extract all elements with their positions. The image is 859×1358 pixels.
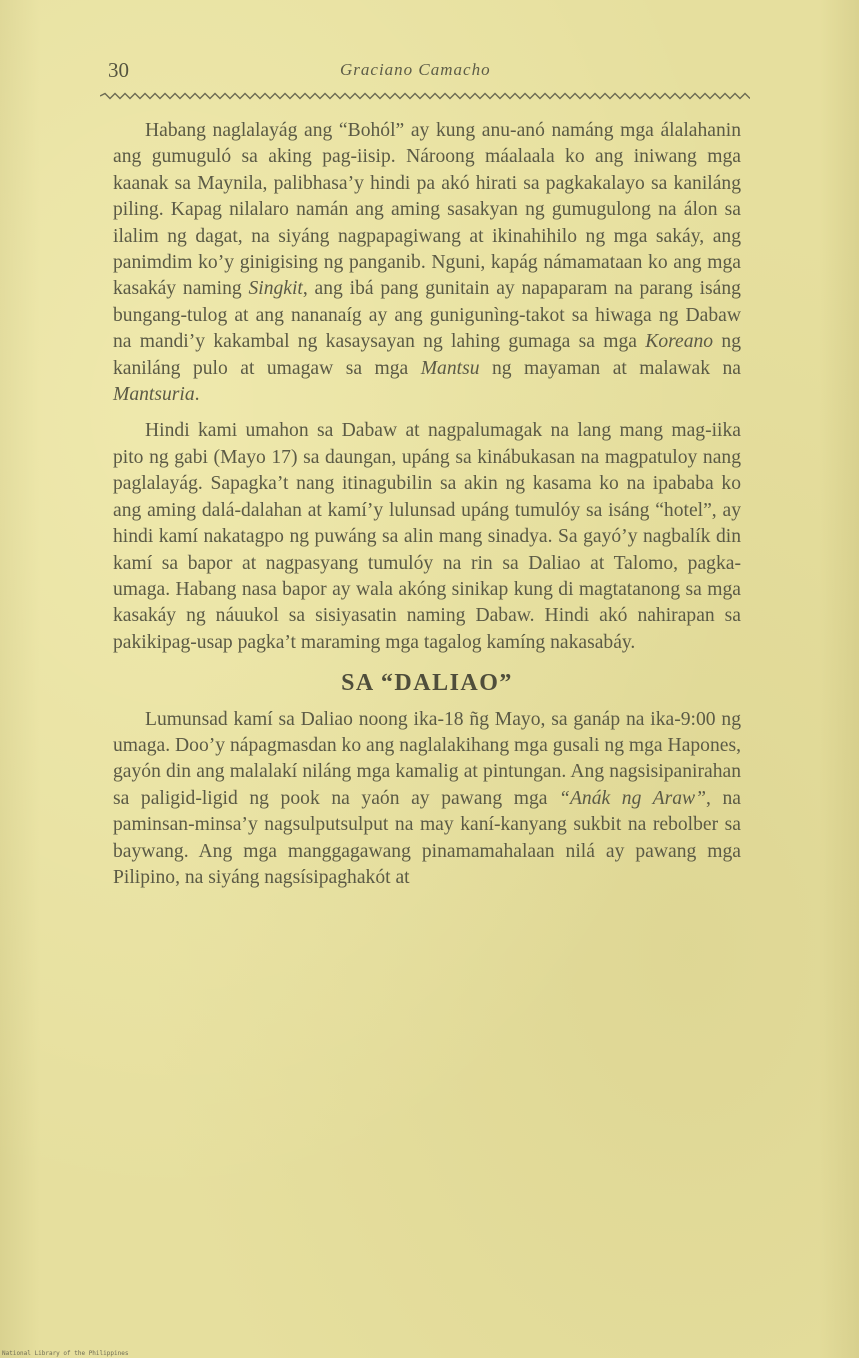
text-run: , na paminsan-minsa’y nagsulputsulput na may kaní-kanyang sukbit na rebolber sa baywang. Ang mga manggagawang pinamamahalaan nilá ay pawang mga Pilipino, na siyáng nagsísipaghakót at xyxy=(113,787,741,888)
italic-term: Koreano xyxy=(645,331,714,353)
page-number: 30 xyxy=(108,58,129,82)
text-run: , ang ibá pang gunitain ay napaparam na parang isáng bungang-tulog at ang nananaíg ay ang gunigunìng-takot sa hiwaga ng Dabaw na mandi’y kakambal ng kasaysayan ng lahing gumaga sa mga xyxy=(113,278,741,353)
text-run: Habang naglalayág ang “Bohól” ay kung anu-anó namáng mga álalahanin ang gumuguló sa aking pag-iisip. Nároong máalaala ko ang iniwang mga kaanak sa Maynila, palibhasa’y hindi pa akó hirati sa pagkakalayo sa kaniláng piling. Kapag nilalaro namán ang aming sasakyan ng gumugulong na álon sa ilalim ng dagat, na siyáng nagpapagiwang at ikinahihilo ng mga sakáy, ang panimdim ko’y ginigising ng panganib. Nguni, kapág námamataan ko ang mga kasakáy naming xyxy=(113,120,741,300)
italic-term: Mantsu xyxy=(420,357,480,379)
decorative-wavy-rule xyxy=(100,92,750,100)
library-credit: National Library of the Philippines xyxy=(2,1350,129,1357)
text-run: ng kaniláng pulo at umagaw sa mga xyxy=(113,331,741,379)
italic-term: Mantsuria xyxy=(113,384,195,406)
page-body xyxy=(113,118,741,891)
text-run: . xyxy=(194,384,200,406)
section-paragraph xyxy=(113,707,741,892)
text-run: Lumunsad kamí sa Daliao noong ika-18 ñg Mayo, sa ganáp na ika-9:00 ng umaga. Doo’y nápagmasdan ko ang naglalakihang mga gusali ng mga Hapones, gayón din ang malalakí niláng mga kamalig at pintungan. Ang nagsisipanirahan sa paligid-ligid ng pook na yaón ay pawang mga xyxy=(113,708,741,809)
section-heading: SA “DALIAO” xyxy=(341,670,513,697)
italic-term: Singkit xyxy=(248,278,303,300)
italic-term: “Anák ng Araw” xyxy=(559,787,706,809)
running-head-author: Graciano Camacho xyxy=(340,60,491,79)
text-run: ng mayaman at malawak na xyxy=(479,357,741,379)
paragraph-1 xyxy=(113,118,741,408)
paragraph-2 xyxy=(113,418,741,656)
running-head xyxy=(108,58,748,88)
text-run: Hindi kami umahon sa Dabaw at nagpalumagak na lang mang mag-iika pito ng gabi (Mayo 17) sa daungan, upáng sa kinábukasan na magpatuloy nang paglalayág. Sapagka’t nang itinagubilin sa akin ng kasama ko na ipababa ko ang aming dalá-dalahan at kamí’y lulunsad upáng tumulóy sa isáng “hotel”, ay hindi kamí nakatagpo ng puwáng sa alin mang sinadya. Sa gayó’y nagbalík din kamí sa bapor at nagpasyang tumulóy na rin sa Daliao at Talomo, pagka-umaga. Habang nasa bapor ay wala akóng sinikap kung di magtatanong sa mga kasakáy ng náuukol sa sisiyasatin naming Dabaw. Hindi akó nahirapan sa pakikipag-usap pagka’t maraming mga tagalog kamíng nakasabáy. xyxy=(113,420,741,653)
